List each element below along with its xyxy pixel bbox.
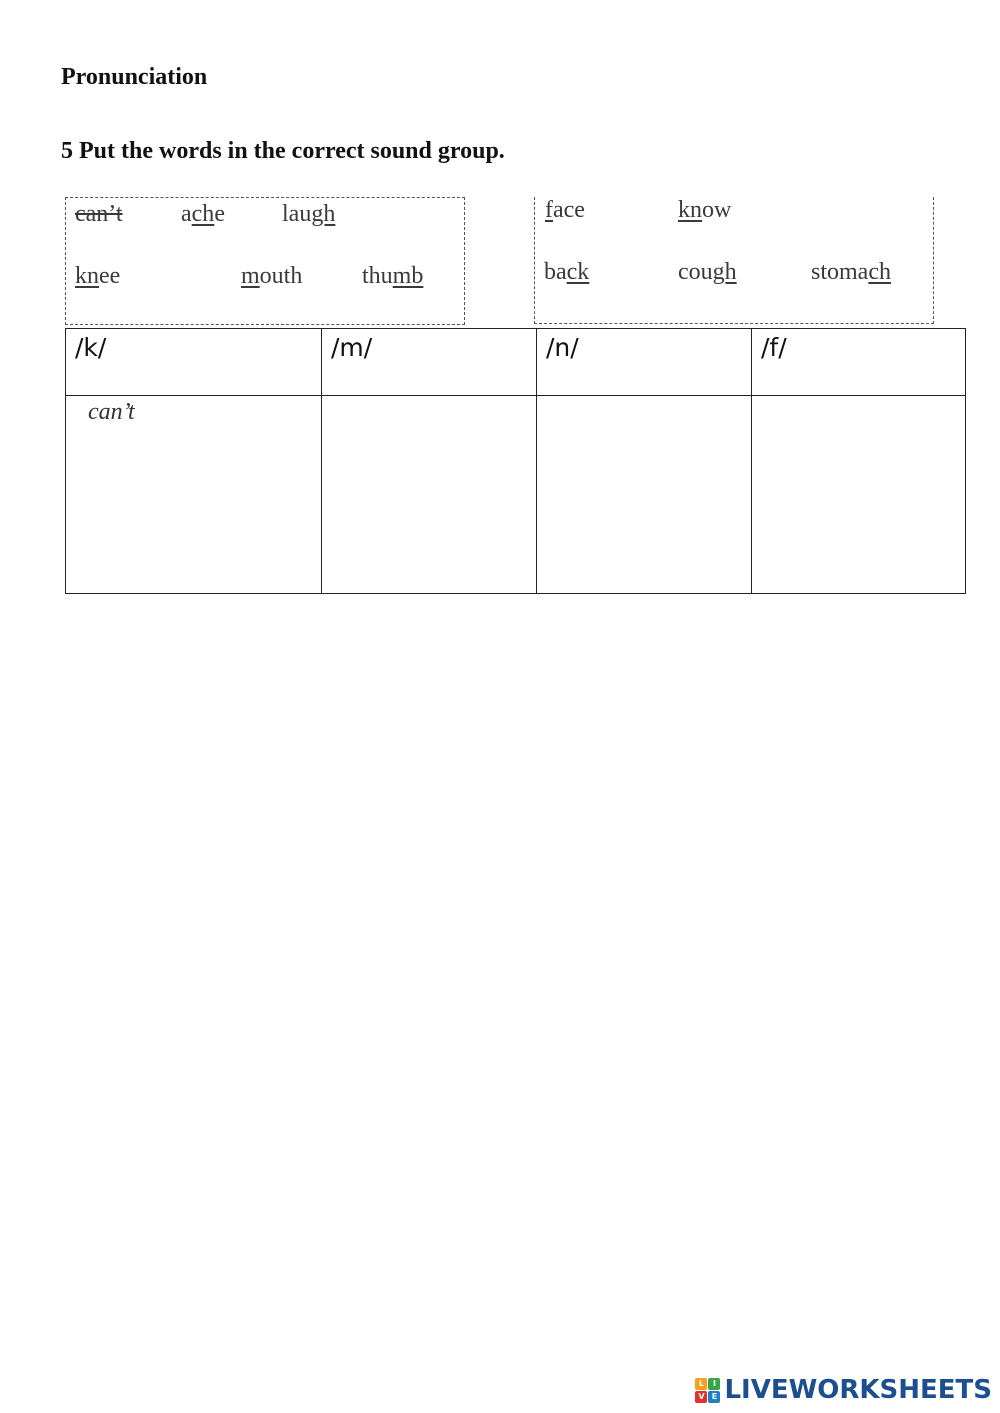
word-stomach: stomach: [811, 259, 891, 285]
word-cough: cough: [678, 259, 737, 285]
word-thumb: thumb: [362, 263, 424, 289]
live-logo-icon: [695, 1378, 720, 1403]
column-k: [65, 328, 321, 594]
word-box-right: [534, 197, 934, 324]
phoneme-n: /n/: [546, 333, 579, 362]
column-f: [751, 328, 966, 594]
word-knee: knee: [75, 263, 121, 289]
logo-letter: E: [708, 1391, 720, 1403]
liveworksheets-logo: [695, 1375, 992, 1405]
word-back: back: [544, 259, 590, 285]
phoneme-k: /k/: [75, 333, 107, 362]
word-ache: ache: [181, 201, 225, 227]
sound-group-table: [65, 328, 965, 594]
column-n: [536, 328, 751, 594]
phoneme-m: /m/: [331, 333, 373, 362]
exercise-instruction: 5 Put the words in the correct sound group.: [61, 138, 505, 164]
column-header: [322, 329, 536, 396]
column-header: [66, 329, 321, 396]
word-mouth: mouth: [241, 263, 303, 289]
word-face: face: [545, 197, 585, 223]
logo-letter: I: [708, 1378, 720, 1390]
column-m: [321, 328, 536, 594]
word-know: know: [678, 197, 732, 223]
word-cant: can’t: [75, 201, 123, 227]
word-laugh: laugh: [282, 201, 336, 227]
column-header: [752, 329, 965, 396]
logo-letter: V: [695, 1391, 707, 1403]
brand-name: LIVEWORKSHEETS: [724, 1375, 992, 1405]
column-header: [537, 329, 751, 396]
answer-example: can’t: [88, 399, 135, 425]
phoneme-f: /f/: [761, 333, 787, 362]
word-box-left: [65, 197, 465, 325]
page-title: Pronunciation: [61, 64, 208, 90]
logo-letter: L: [695, 1378, 707, 1390]
